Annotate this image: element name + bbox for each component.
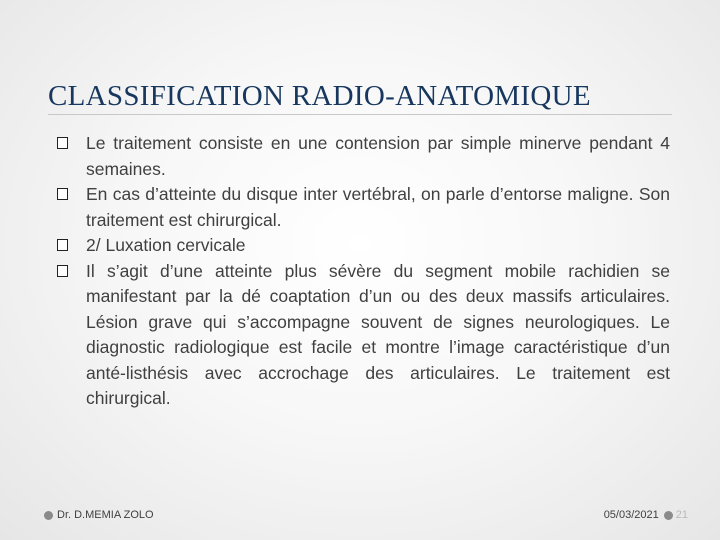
slide-title: CLASSIFICATION RADIO-ANATOMIQUE [48,80,591,112]
footer-date: 05/03/2021 [603,509,659,521]
footer-author: Dr. D.MEMIA ZOLO [57,509,154,521]
checkbox-bullet-icon [57,265,68,277]
bullet-text: Il s’agit d’une atteinte plus sévère du segment mobile rachidien se manifestant par la dé coaptation d’un ou des deux massifs articulaires. Lésion grave qui s’accompagne souvent de signes neurologiques. Le diagnostic radiologique est facile et montre l’image caractéristique d’un anté-listhésis avec accrochage des articulaires. Le traitement est chirurgical. [86,260,670,408]
bullet-item [56,182,670,233]
checkbox-bullet-icon [57,137,68,149]
bullet-item [56,233,670,259]
footer-date-block [604,508,688,522]
bullet-item [56,131,670,182]
checkbox-bullet-icon [57,188,68,200]
bullet-text: Le traitement consiste en une contension par simple minerve pendant 4 semaines. [86,133,670,179]
bullet-item [56,259,670,412]
bullet-list [56,131,670,412]
circle-dot-icon [664,511,673,520]
title-divider [48,114,672,115]
page-number: 21 [675,509,688,521]
checkbox-bullet-icon [57,239,68,251]
bullet-text: 2/ Luxation cervicale [86,235,246,255]
bullet-text: En cas d’atteinte du disque inter vertébral, on parle d’entorse maligne. Son traitement est chirurgical. [86,184,670,230]
circle-dot-icon [44,511,53,520]
footer-author-block [44,508,154,522]
